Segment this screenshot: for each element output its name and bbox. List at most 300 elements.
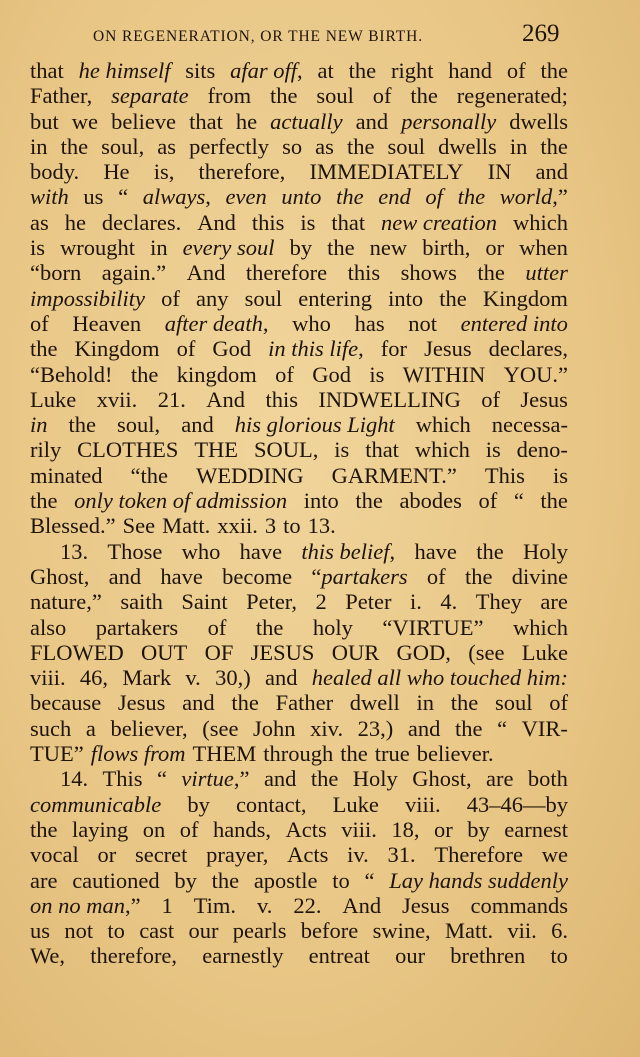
- word: earnestly: [202, 943, 284, 969]
- word: to: [107, 918, 125, 944]
- word: even: [225, 184, 267, 210]
- word: of: [30, 310, 49, 336]
- word: “: [156, 766, 167, 792]
- word: or: [434, 816, 453, 842]
- word: by: [467, 816, 490, 842]
- word: GOD,: [396, 639, 451, 665]
- word: world,”: [499, 184, 568, 210]
- word: have: [239, 538, 283, 564]
- word: 3: [264, 513, 277, 539]
- word: FLOWED: [30, 639, 124, 665]
- word: And: [186, 260, 226, 286]
- word: (see: [202, 715, 239, 741]
- text-line: [30, 387, 568, 412]
- word: before: [300, 918, 359, 944]
- word: is: [334, 437, 350, 463]
- word: that: [365, 437, 399, 463]
- word: with: [30, 184, 69, 210]
- word: “: [513, 488, 524, 514]
- word: shows: [400, 260, 457, 286]
- word: and: [108, 563, 142, 589]
- word: of: [426, 563, 446, 589]
- word: 2: [315, 589, 327, 615]
- word: dwells: [509, 108, 568, 134]
- word: Lay hands suddenly: [389, 867, 568, 893]
- word: OUT: [141, 639, 188, 665]
- word: into: [388, 285, 424, 311]
- word: 13.: [60, 538, 89, 564]
- word: YOU.”: [503, 361, 568, 387]
- word: VIR-: [521, 715, 568, 741]
- word: xiv.: [310, 715, 344, 741]
- word: in: [509, 133, 528, 159]
- word: that: [189, 108, 223, 134]
- text-line: [30, 437, 568, 462]
- word: Father,: [30, 83, 93, 109]
- word: and: [181, 412, 214, 438]
- page-header: [0, 20, 640, 56]
- word: Mark: [122, 665, 172, 691]
- word: secret: [134, 842, 188, 868]
- word: the: [327, 235, 355, 261]
- text-line: [30, 134, 568, 159]
- word: the: [30, 336, 58, 362]
- word: IMMEDIATELY: [309, 159, 464, 185]
- text-line: [30, 716, 568, 741]
- word: again.”: [101, 260, 167, 286]
- word: soul: [316, 83, 354, 109]
- word: the: [211, 867, 240, 893]
- text-line: [30, 83, 568, 108]
- word: of: [506, 58, 526, 83]
- word: has: [354, 310, 385, 336]
- word: cast: [139, 918, 175, 944]
- text-line: [30, 842, 568, 867]
- word: utter: [525, 260, 568, 286]
- word: healed all who touched him:: [311, 665, 568, 691]
- word: the: [30, 488, 58, 514]
- word: perfectly: [189, 133, 270, 159]
- word: the: [540, 58, 568, 83]
- word: Heaven: [72, 310, 142, 336]
- text-line: [30, 235, 568, 260]
- word: 14.: [60, 766, 89, 792]
- word: the: [439, 285, 467, 311]
- text-line: [30, 463, 568, 488]
- word: is: [369, 361, 385, 387]
- word: believer.: [416, 741, 494, 767]
- word: hands,: [212, 816, 272, 842]
- word: of: [372, 83, 392, 109]
- word: This: [102, 766, 143, 792]
- word: rily: [30, 437, 62, 463]
- word: not: [64, 918, 94, 944]
- word: “partakers: [311, 563, 408, 589]
- word: us: [83, 184, 104, 210]
- word: only token of admission: [74, 488, 288, 514]
- text-line: [30, 615, 568, 640]
- word: SOUL,: [253, 437, 319, 463]
- word: 18,: [391, 816, 420, 842]
- word: iv.: [347, 842, 369, 868]
- word: soul,: [117, 412, 161, 438]
- text-line: [30, 412, 568, 437]
- word: v.: [185, 665, 201, 691]
- word: the: [348, 58, 377, 83]
- word: the: [477, 260, 505, 286]
- word: God: [312, 361, 351, 387]
- word: which: [415, 412, 471, 438]
- word: v.: [256, 892, 273, 918]
- word: of: [478, 488, 498, 514]
- word: on: [142, 816, 166, 842]
- word: divine: [511, 563, 568, 589]
- word: JESUS: [250, 639, 315, 665]
- word: the: [450, 690, 479, 716]
- word: Kingdom: [482, 285, 568, 311]
- word: Tim.: [193, 892, 237, 918]
- text-line: [30, 690, 568, 715]
- word: by: [174, 867, 197, 893]
- word: pearls: [232, 918, 287, 944]
- word: swine,: [372, 918, 431, 944]
- word: Jesus: [402, 892, 450, 918]
- text-line: [30, 336, 568, 361]
- word: hand: [448, 58, 493, 83]
- word: holy: [312, 614, 353, 640]
- word: a: [85, 715, 96, 741]
- word: to: [332, 867, 350, 893]
- text-line: [30, 109, 568, 134]
- word: in this life,: [268, 336, 364, 362]
- word: vii.: [507, 918, 537, 944]
- word: of: [176, 336, 196, 362]
- word: necessa-: [491, 412, 568, 438]
- word: sits: [185, 58, 216, 83]
- word: his glorious Light: [234, 412, 395, 438]
- word: impossibility: [30, 285, 146, 311]
- word: by: [187, 791, 210, 817]
- word: Holy: [522, 538, 568, 564]
- word: Holy: [352, 766, 398, 792]
- word: this: [265, 386, 298, 412]
- word: laying: [71, 816, 129, 842]
- word: of: [481, 386, 500, 412]
- word: Luke: [521, 639, 568, 665]
- word: prayer,: [206, 842, 269, 868]
- word: CLOTHES: [77, 437, 179, 463]
- word: And: [206, 386, 246, 412]
- word: viii.: [30, 665, 66, 691]
- word: as: [315, 133, 334, 159]
- word: are: [30, 867, 58, 893]
- word: and: [535, 159, 568, 185]
- word: xxii.: [217, 513, 258, 539]
- word: birth,: [422, 235, 471, 261]
- word: personally: [401, 108, 497, 134]
- word: wrought: [60, 235, 136, 261]
- word: always,: [142, 184, 211, 210]
- word: which: [414, 437, 470, 463]
- word: to: [550, 943, 568, 969]
- word: He: [103, 159, 130, 185]
- word: he: [235, 108, 258, 134]
- word: us: [30, 918, 51, 944]
- text-line: [30, 868, 568, 893]
- word: commands: [470, 892, 568, 918]
- word: Those: [107, 538, 163, 564]
- word: the: [255, 614, 284, 640]
- word: virtue,”: [181, 766, 250, 792]
- word: 4.: [440, 589, 458, 615]
- word: unto: [281, 184, 322, 210]
- word: 43–46—by: [466, 791, 568, 817]
- word: We,: [30, 943, 66, 969]
- word: through: [263, 741, 334, 767]
- word: entering: [298, 285, 372, 311]
- word: we: [71, 108, 99, 134]
- word: therefore: [245, 260, 328, 286]
- word: to: [283, 513, 301, 539]
- word: soul: [387, 133, 426, 159]
- text-line: [30, 513, 568, 538]
- word: the: [30, 816, 58, 842]
- word: therefore,: [90, 943, 178, 969]
- word: the: [540, 133, 568, 159]
- text-line: [30, 589, 568, 614]
- word: he: [64, 209, 86, 235]
- text-line: [30, 741, 568, 766]
- word: communicable: [30, 791, 162, 817]
- word: we: [541, 842, 568, 868]
- word: Acts: [285, 816, 327, 842]
- word: “VIRTUE”: [382, 614, 484, 640]
- word: soul: [244, 285, 283, 311]
- word: kingdom: [176, 361, 257, 387]
- word: Luke: [332, 791, 379, 817]
- text-line: [30, 210, 568, 235]
- word: our: [395, 943, 426, 969]
- word: declares.: [101, 209, 182, 235]
- word: Luke: [30, 386, 77, 412]
- word: have: [160, 563, 203, 589]
- word: Matt.: [162, 513, 211, 539]
- word: viii.: [341, 816, 377, 842]
- word: And: [197, 209, 236, 235]
- word: This: [484, 462, 525, 488]
- word: Blessed.”: [30, 513, 116, 539]
- word: in: [150, 235, 168, 261]
- word: is: [485, 437, 501, 463]
- word: “born: [30, 260, 82, 286]
- word: “: [364, 867, 375, 893]
- word: IN: [487, 159, 512, 185]
- word: or: [485, 235, 505, 261]
- word: Ghost,: [30, 563, 90, 589]
- word: 46,: [79, 665, 109, 691]
- word: TUE”: [30, 741, 84, 767]
- word: 30,): [215, 665, 251, 691]
- word: who: [292, 310, 331, 336]
- word: Peter: [345, 589, 392, 615]
- word: every soul: [182, 235, 275, 261]
- word: entered into: [460, 310, 568, 336]
- word: deno-: [516, 437, 568, 463]
- word: 1: [161, 892, 173, 918]
- word: GARMENT.”: [331, 462, 457, 488]
- word: that: [30, 58, 64, 83]
- word: Jesus: [424, 336, 472, 362]
- text-line: [30, 260, 568, 285]
- word: so: [282, 133, 303, 159]
- word: earnest: [504, 816, 568, 842]
- word: the: [270, 83, 298, 109]
- word: and: [407, 715, 441, 741]
- word: by: [289, 235, 313, 261]
- word: believe: [111, 108, 177, 134]
- word: which: [512, 614, 568, 640]
- word: afar off,: [230, 58, 303, 83]
- text-line: [30, 766, 568, 791]
- text-line: [30, 792, 568, 817]
- word: that: [331, 209, 366, 235]
- word: abodes: [399, 488, 462, 514]
- word: dwells: [438, 133, 497, 159]
- word: minated: [30, 462, 103, 488]
- word: vocal: [30, 842, 79, 868]
- word: THEM: [192, 741, 257, 767]
- word: John: [253, 715, 296, 741]
- word: They: [475, 589, 522, 615]
- word: of: [161, 285, 180, 311]
- word: is: [30, 235, 46, 261]
- text-line: [30, 311, 568, 336]
- word: partakers: [95, 614, 179, 640]
- word: new: [369, 235, 408, 261]
- word: Kingdom: [74, 336, 160, 362]
- word: of: [207, 614, 227, 640]
- word: saith: [120, 589, 163, 615]
- page-number: 269: [522, 20, 560, 47]
- word: OF: [204, 639, 234, 665]
- text-line: [30, 893, 568, 918]
- running-head: ON REGENERATION, OR THE NEW BIRTH.: [93, 28, 424, 45]
- word: WITHIN: [402, 361, 486, 387]
- word: the: [540, 488, 568, 514]
- text-line: [30, 184, 568, 209]
- word: on no man,”: [30, 892, 141, 918]
- word: contact,: [235, 791, 307, 817]
- word: not: [408, 310, 437, 336]
- word: Father: [275, 690, 334, 716]
- word: 21.: [157, 386, 186, 412]
- word: Matt.: [444, 918, 494, 944]
- word: the: [457, 184, 486, 210]
- word: See: [122, 513, 156, 539]
- word: but: [30, 108, 59, 134]
- word: new creation: [381, 209, 498, 235]
- word: Jesus: [117, 690, 166, 716]
- word: “Behold!: [30, 361, 113, 387]
- word: regenerated;: [456, 83, 568, 109]
- text-line: [30, 817, 568, 842]
- word: because: [30, 690, 102, 716]
- word: or: [97, 842, 117, 868]
- word: viii.: [404, 791, 441, 817]
- word: (see: [468, 639, 505, 665]
- word: And: [342, 892, 382, 918]
- word: the: [336, 184, 364, 210]
- word: WEDDING: [196, 462, 304, 488]
- word: brethren: [450, 943, 526, 969]
- word: Saint: [181, 589, 228, 615]
- word: into: [303, 488, 339, 514]
- word: which: [513, 209, 568, 235]
- word: as: [30, 209, 49, 235]
- word: in: [30, 412, 48, 438]
- text-line: [30, 943, 568, 968]
- word: is,: [153, 159, 175, 185]
- text-line: [30, 286, 568, 311]
- word: right: [390, 58, 434, 83]
- word: 13.: [307, 513, 336, 539]
- word: body.: [30, 159, 80, 185]
- word: Therefore: [434, 842, 524, 868]
- word: in: [416, 690, 435, 716]
- word: believer,: [110, 715, 188, 741]
- text-line: [30, 362, 568, 387]
- word: of: [549, 690, 568, 716]
- word: the: [454, 715, 483, 741]
- word: Peter,: [246, 589, 298, 615]
- word: entreat: [308, 943, 370, 969]
- word: is: [552, 462, 568, 488]
- word: “: [118, 184, 129, 210]
- word: nature,”: [30, 589, 102, 615]
- word: i.: [409, 589, 422, 615]
- word: Jesus: [520, 386, 568, 412]
- word: soul: [494, 690, 533, 716]
- word: he himself: [78, 58, 171, 83]
- word: any: [196, 285, 229, 311]
- word: Ghost,: [412, 766, 472, 792]
- word: the: [130, 361, 159, 387]
- word: this belief,: [301, 538, 396, 564]
- word: THE: [194, 437, 239, 463]
- word: when: [519, 235, 568, 261]
- word: declares,: [488, 336, 568, 362]
- word: end: [378, 184, 411, 210]
- word: 6.: [551, 918, 568, 944]
- word: and: [263, 766, 297, 792]
- word: of: [425, 184, 443, 210]
- word: for: [380, 336, 408, 362]
- word: the: [231, 690, 259, 716]
- word: are: [540, 589, 568, 615]
- word: of: [179, 816, 199, 842]
- word: both: [527, 766, 568, 792]
- word: God: [212, 336, 252, 362]
- word: the: [464, 563, 493, 589]
- word: of: [275, 361, 294, 387]
- text-line: [30, 58, 568, 83]
- word: and: [182, 690, 215, 716]
- word: are: [486, 766, 514, 792]
- word: dwell: [349, 690, 400, 716]
- word: the: [410, 83, 438, 109]
- word: from: [207, 83, 252, 109]
- text-line: [30, 564, 568, 589]
